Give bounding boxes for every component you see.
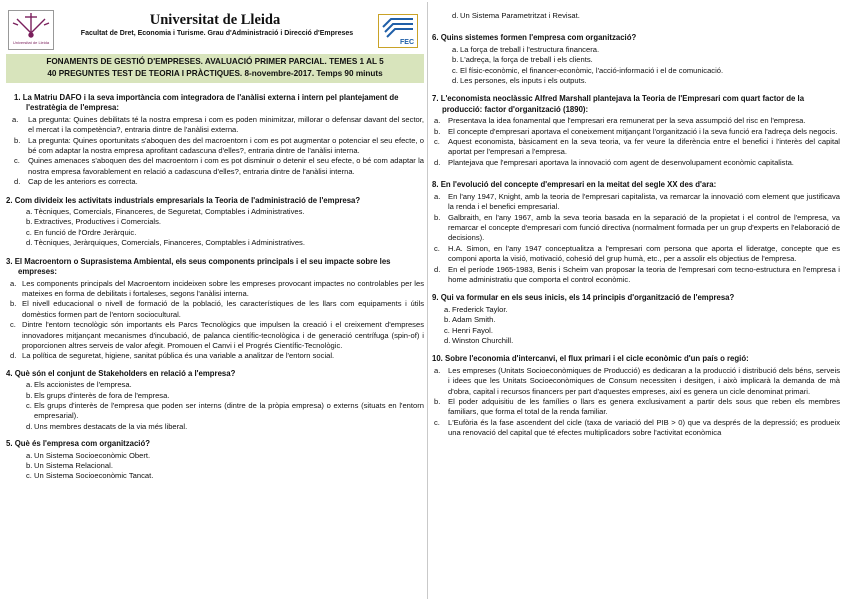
option-letter: a. (26, 450, 33, 460)
question-text: En l'evolució del concepte d'empresari en la meitat del segle XX des d'ara: (440, 180, 717, 190)
question-number: 5. (6, 439, 13, 449)
option-text: Aquest economista, bàsicament en la seva teoria, va fer veure la diferència entre el benefici i l'interès del capital aportat per l'empresari a l'empresa. (448, 137, 840, 157)
answer-option-c[interactable] (6, 320, 424, 351)
option-letter: c. (434, 137, 440, 147)
option-text: En el període 1965-1983, Benis i Scheim van proposar la teoria de l'empresari com tecno-estructura en l'empresa i home administratiu que comporta el control econòmic. (448, 264, 840, 284)
answer-option-c[interactable] (6, 471, 424, 481)
option-letter: b. (434, 126, 441, 136)
question-text: L'economista neoclàssic Alfred Marshall plantejava la Teoria de l'Empresari com quart factor de la producció: factor d'organització (1890): (440, 94, 805, 114)
option-letter: c. (444, 325, 450, 335)
answer-option-d[interactable] (432, 265, 840, 286)
option-text: H.A. Simon, en l'any 1947 conceptualitza a l'empresari com persona que aporta el lideratge, concepte que es componi aporta la visió, motivació, cohesió del grup humà, etc., per a assolir els objectius de l'empresa. (448, 243, 840, 264)
answer-option-b[interactable] (432, 315, 840, 325)
document-header (6, 0, 424, 52)
question-8 (432, 180, 840, 285)
option-letter: a. (434, 116, 441, 126)
question-text: Qui va formular en els seus inicis, els 14 principis d'organització de l'empresa? (440, 293, 735, 303)
answer-option-c[interactable] (432, 137, 840, 158)
answer-option-c[interactable] (432, 326, 840, 336)
answer-option-c[interactable] (432, 418, 840, 439)
answer-option-b[interactable] (6, 299, 424, 320)
answer-option-d[interactable] (6, 238, 424, 248)
option-text: Un Sistema Relacional. (34, 461, 113, 470)
answer-option-a[interactable] (432, 366, 840, 397)
faculty-name: Facultat de Dret, Economia i Turisme. Grau d'Administració i Direcció d'Empreses (80, 30, 354, 37)
question-number: 4. (6, 368, 13, 378)
option-text: El nivell educacional o nivell de formació de la població, les característiques de les llars com equipaments i útils domèstics formen part de l'entorn sociocultural. (22, 299, 424, 319)
question-1 (6, 93, 424, 188)
answer-option-b[interactable] (6, 461, 424, 471)
option-letter: d. (444, 335, 451, 345)
fec-logo-text: FEC (400, 39, 414, 46)
option-letter: b. (452, 55, 459, 65)
option-text: Tècniques, Jeràrquiques, Comercials, Financeres, Comptables i Administratives. (34, 238, 305, 248)
question-text: Què són el conjunt de Stakeholders en relació a l'empresa? (14, 368, 236, 378)
answer-option-a[interactable] (6, 380, 424, 390)
answer-option-d[interactable] (432, 158, 840, 168)
exam-title-banner (6, 54, 424, 83)
question-number: 6. (432, 33, 439, 43)
option-text: Extractives, Productives i Comercials. (34, 217, 162, 227)
option-letter: c. (452, 65, 458, 75)
question-text: Quins sistemes formen l'empresa com organització? (440, 33, 637, 43)
answer-option-b[interactable] (6, 217, 424, 227)
option-text: El físic-econòmic, el financer-econòmic, l'acció-informació i el de comunicació. (460, 65, 724, 75)
option-letter: b. (26, 390, 33, 400)
answer-option-d[interactable] (6, 422, 424, 432)
exam-title-line1: FONAMENTS DE GESTIÓ D'EMPRESES. AVALUACIÓ PRIMER PARCIAL. TEMES 1 AL 5 (46, 57, 384, 66)
option-letter: b. (10, 299, 17, 309)
question-text: La Matriu DAFO i la seva importància com integradora de l'anàlisi externa i intern pel plantejament de l'estratègia de l'empresa: (22, 93, 399, 113)
option-letter: a. (434, 191, 441, 201)
answer-option-a[interactable] (6, 279, 424, 300)
option-text: Les empreses (Unitats Socioeconòmiques de Producció) es dedicaran a la producció i distribució dels béns, serveis i idees que les Unitats Socioeconòmiques de Consum necessiten i desitgen, i això implicarà la demanda de mà d'obra, capital i recursos financers per part d'aquestes empreses, així es genera un cicle denominat primari. (448, 365, 840, 396)
answer-option-b[interactable] (432, 397, 840, 418)
question-5 (6, 439, 424, 482)
option-text: Els grups d'interès de fora de l'empresa. (34, 390, 170, 400)
option-letter: d. (452, 11, 459, 20)
option-text: L'adreça, la força de treball i els clients. (460, 55, 593, 65)
fec-logo (378, 14, 418, 48)
question-5-continued (432, 11, 840, 21)
option-letter: b. (444, 315, 451, 325)
option-text: En funció de l'Ordre Jeràrquic. (34, 227, 137, 237)
question-number: 10. (432, 354, 443, 364)
question-4 (6, 369, 424, 432)
university-name: Universitat de Lleida (149, 12, 281, 28)
option-letter: a. (444, 304, 451, 314)
answer-option-b[interactable] (432, 55, 840, 65)
option-letter: a. (12, 114, 19, 124)
option-text: La pregunta: Quines debilitats té la nostra empresa i com es poden minimitzar, millorar o defensar davant del sector, el mercat i la competència?, entraria dintre de l'anàlisi externa. (28, 114, 424, 135)
answer-option-b[interactable] (6, 136, 424, 157)
answer-option-a[interactable] (432, 45, 840, 55)
option-text: La política de seguretat, higiene, sanitat pública és una variable a analitzar de l'entorn social. (22, 351, 335, 361)
question-2 (6, 196, 424, 249)
option-text: Un Sistema Parametritzat i Revisat. (460, 11, 580, 20)
option-letter: d. (26, 238, 33, 248)
option-letter: c. (434, 417, 440, 427)
option-text: Les components principals del Macroentorn incideixen sobre les empreses provocant impactes no controlables per les mateixes en forma de debilitats i fortaleses, segons l'anàlisi interna. (22, 278, 424, 298)
question-9 (432, 293, 840, 346)
option-letter: d. (14, 177, 21, 187)
question-3 (6, 257, 424, 362)
answer-option-a[interactable] (432, 116, 840, 126)
left-column (6, 0, 424, 482)
option-letter: b. (434, 397, 441, 406)
question-text: Com divideix les activitats industrials empresarials la Teoria de l'administració de l'empresa? (14, 195, 361, 205)
question-number: 2. (6, 195, 13, 205)
column-divider (427, 2, 428, 599)
option-letter: c. (10, 320, 16, 330)
option-text: El concepte d'empresari aportava el coneixement mitjançant l'organització i la seva funció era l'adreça dels negocis. (448, 126, 838, 136)
option-text: Galbraith, en l'any 1967, amb la seva teoria basada en la separació de la propietat i el control de l'empresa, va remarcar el concepte d'empresari com funció directiva (normalment formada per un grup d'experts en l'elaboració de decisions). (448, 212, 840, 243)
option-letter: c. (26, 400, 32, 410)
question-number: 7. (432, 94, 439, 104)
option-letter: c. (14, 156, 20, 166)
option-text: Un Sistema Socioeconòmic Obert. (34, 450, 151, 460)
answer-option-c[interactable] (432, 244, 840, 265)
option-letter: a. (26, 380, 33, 390)
answer-option-b[interactable] (432, 127, 840, 137)
option-text: Plantejava que l'empresari aportava la innovació com agent de desenvolupament econòmic capitalista. (448, 157, 794, 167)
question-text: Sobre l'economia d'intercanvi, el flux primari i el cicle econòmic d'un país o regió: (445, 354, 749, 364)
option-letter: c. (26, 471, 32, 481)
option-letter: b. (26, 217, 33, 227)
answer-option-c[interactable] (6, 156, 424, 177)
answer-option-b[interactable] (6, 391, 424, 401)
answer-option-c[interactable] (432, 66, 840, 76)
option-text: Presentava la idea fonamental que l'empresari era remunerat per la seva assumpció del risc en l'empresa. (448, 116, 806, 126)
option-letter: b. (14, 135, 21, 145)
option-text: L'Eufòria és la fase ascendent del cicle (taxa de variació del PIB > 0) que va després de la depressió; es produeix una renovació del capital que té efectes multiplicadors sobre l'activitat econòmica (448, 417, 840, 438)
answer-option-d[interactable] (432, 76, 840, 86)
option-text: Quines amenaces s'aboquen des del macroentorn i com es pot disminuir o detenir el seu efecte, o bé com adaptar la nostra empresa favorablement en relació a cadascuna d'elles?, entraria dintre de l'anàlisi interna. (28, 156, 424, 176)
option-text: Henri Fayol. (452, 325, 493, 335)
option-letter: b. (434, 212, 441, 222)
answer-option-a[interactable] (432, 192, 840, 213)
option-letter: a. (10, 278, 17, 288)
answer-option-a[interactable] (432, 305, 840, 315)
option-letter: a. (434, 365, 441, 375)
answer-option-a[interactable] (6, 451, 424, 461)
option-letter: c. (434, 243, 440, 253)
answer-option-c[interactable] (6, 401, 424, 422)
question-number: 3. (6, 256, 13, 266)
option-text: La força de treball i l'estructura financera. (460, 44, 600, 54)
question-number: 9. (432, 293, 439, 303)
option-text: Winston Churchill. (452, 335, 514, 345)
option-letter: d. (434, 264, 441, 274)
answer-option-c[interactable] (6, 228, 424, 238)
question-7 (432, 94, 840, 168)
logo-caption: Universitat de Lleida (12, 40, 50, 45)
question-number: 8. (432, 180, 439, 190)
question-text: Què és l'empresa com organització? (14, 439, 150, 449)
option-letter: c. (26, 227, 32, 237)
answer-option-d[interactable] (432, 11, 840, 21)
exam-title-line2: 40 PREGUNTES TEST DE TEORIA I PRÀCTIQUES. 8-novembre-2017. Temps 90 minuts (47, 69, 383, 78)
answer-option-d[interactable] (432, 336, 840, 346)
option-text: En l'any 1947, Knight, amb la teoria de l'empresari capitalista, va remarcar la innovació com element que justificava la renda i el benefici empresarial. (448, 191, 840, 212)
option-letter: d. (26, 421, 33, 431)
option-text: Un Sistema Socioeconòmic Tancat. (34, 471, 154, 481)
answer-option-d[interactable] (6, 177, 424, 187)
option-letter: a. (26, 207, 33, 217)
option-text: Cap de les anteriors es correcta. (28, 177, 138, 187)
option-text: Els grups d'interès de l'empresa que poden ser interns (dintre de la pròpia empresa) o externs (situats en l'entorn empresarial). (34, 400, 424, 421)
option-text: Els accionistes de l'empresa. (34, 380, 132, 390)
answer-option-a[interactable] (6, 115, 424, 136)
question-text: El Macroentorn o Suprasistema Ambiental, els seus components principals i el seu impacte sobre les empreses: (14, 256, 391, 277)
option-letter: a. (452, 44, 459, 54)
option-text: Uns membres destacats de la via més liberal. (34, 421, 188, 431)
question-6 (432, 33, 840, 86)
answer-option-d[interactable] (6, 351, 424, 361)
option-text: Frederick Taylor. (452, 304, 508, 314)
option-text: Adam Smith. (452, 315, 496, 325)
option-text: El poder adquisitiu de les famílies o llars es genera exclusivament a partir dels sous que reben els membres familiars, que forma el total de la renda familiar. (448, 397, 840, 417)
answer-option-a[interactable] (6, 207, 424, 217)
option-letter: d. (434, 157, 441, 167)
option-letter: b. (26, 461, 33, 470)
question-10 (432, 354, 840, 438)
option-text: Dintre l'entorn tecnològic són importants els Parcs Tecnològics que impulsen la creació i el creixement d'empreses innovadores mitjançant mecanismes d'incubació, de palanca científic-tecnològica i de generació centrífuga (spin-of) i proporcionen altres serveis de valor afegit. Promouen el Canvi i el Progrés Científic-Tecnològic. (22, 320, 424, 350)
option-text: Les persones, els inputs i els outputs. (460, 76, 587, 86)
option-letter: d. (452, 76, 459, 86)
option-text: La pregunta: Quines oportunitats s'aboquen des del macroentorn i com es pot augmentar o potenciar el seu efecte, o bé com adaptar la nostra empresa aprofitant cadascuna d'elles?, entraria dintre de l'anàlisi interna. (28, 135, 424, 156)
option-text: Tècniques, Comercials, Financeres, de Seguretat, Comptables i Administratives. (34, 207, 305, 217)
answer-option-b[interactable] (432, 213, 840, 244)
right-column (432, 10, 840, 439)
question-number: 1. (14, 93, 21, 102)
option-letter: d. (10, 351, 17, 361)
